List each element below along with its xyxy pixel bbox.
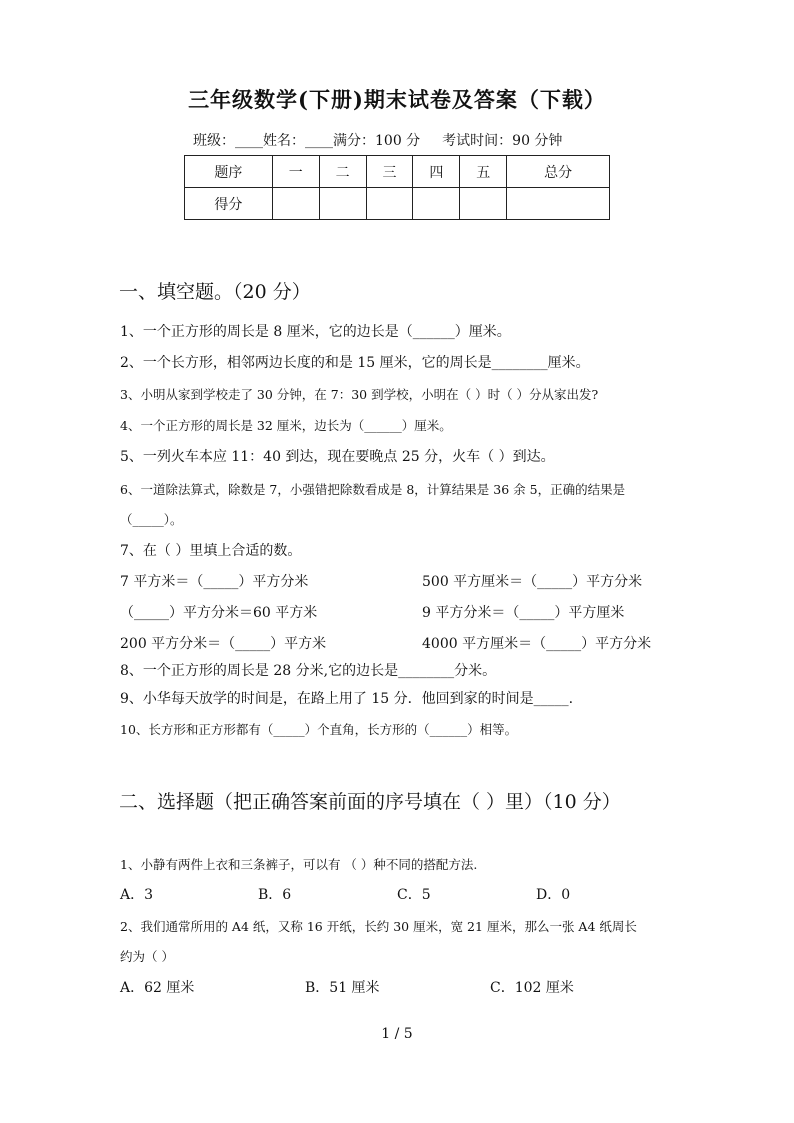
question-1-4: 4、一个正方形的周长是 32 厘米，边长为（______）厘米。: [120, 418, 452, 433]
score-cell: [507, 188, 610, 220]
header-cell: 二: [319, 156, 366, 188]
question-1-10: 10、长方形和正方形都有（_____）个直角，长方形的（______）相等。: [120, 722, 518, 737]
score-cell: [366, 188, 413, 220]
header-cell: 三: [366, 156, 413, 188]
question-1-7e: 200 平方分米＝（_____）平方米: [120, 636, 327, 652]
score-row-label: 得分: [185, 188, 273, 220]
question-2-2-line1: 2、我们通常所用的 A4 纸，又称 16 开纸，长约 30 厘米，宽 21 厘米，那么一张 A4 纸周长: [120, 919, 637, 934]
question-2-1-option-a: A．3: [120, 887, 154, 903]
question-1-7a: 7 平方米＝（_____）平方分米: [120, 574, 309, 590]
score-cell: [460, 188, 507, 220]
question-1-7b: 500 平方厘米＝（_____）平方分米: [422, 574, 643, 590]
question-2-1-option-b: B．6: [258, 887, 292, 903]
page-title: 三年级数学(下册)期末试卷及答案（下载）: [188, 87, 606, 112]
exam-time-label: 考试时间：90 分钟: [442, 133, 563, 149]
question-1-7c: （_____）平方分米＝60 平方米: [120, 605, 318, 621]
question-1-3: 3、小明从家到学校走了 30 分钟，在 7：30 到学校，小明在（ ）时（ ）分从家出发?: [120, 387, 599, 402]
question-1-2: 2、一个长方形，相邻两边长度的和是 15 厘米，它的周长是________厘米。: [120, 355, 590, 371]
score-cell: [272, 188, 319, 220]
question-2-2-line2: 约为（ ）: [120, 949, 174, 964]
question-2-2-option-c: C．102 厘米: [490, 980, 574, 996]
score-table-header-row: [185, 156, 610, 188]
section2-heading: 二、选择题（把正确答案前面的序号填在（ ）里）（10 分）: [119, 791, 621, 813]
question-1-1: 1、一个正方形的周长是 8 厘米，它的边长是（______）厘米。: [120, 324, 511, 340]
question-1-7: 7、在（ ）里填上合适的数。: [120, 543, 302, 559]
header-cell: 题序: [185, 156, 273, 188]
question-1-6-line2: （_____）。: [120, 512, 183, 527]
question-1-7d: 9 平方分米＝（_____）平方厘米: [422, 605, 625, 621]
header-cell: 五: [460, 156, 507, 188]
question-1-8: 8、一个正方形的周长是 28 分米,它的边长是________分米。: [120, 663, 497, 679]
question-2-1-option-c: C．5: [397, 887, 431, 903]
header-cell: 总分: [507, 156, 610, 188]
page-number: 1 / 5: [381, 1026, 413, 1042]
question-2-2-option-b: B．51 厘米: [305, 980, 380, 996]
question-1-5: 5、一列火车本应 11：40 到达，现在要晚点 25 分，火车（ ）到达。: [120, 449, 555, 465]
section1-heading: 一、填空题。（20 分）: [119, 281, 311, 303]
header-cell: 四: [413, 156, 460, 188]
score-table-score-row: [185, 188, 610, 220]
question-1-6-line1: 6、一道除法算式，除数是 7，小强错把除数看成是 8，计算结果是 36 余 5，正确的结果是: [120, 482, 626, 497]
exam-info-line: [193, 130, 562, 150]
question-2-2-option-a: A．62 厘米: [120, 980, 195, 996]
score-table: [184, 155, 610, 220]
question-2-1: 1、小静有两件上衣和三条裤子，可以有 （ ）种不同的搭配方法.: [120, 857, 478, 872]
class-name-score-label: 班级：____姓名：____满分：100 分: [193, 133, 421, 149]
question-1-9: 9、小华每天放学的时间是，在路上用了 15 分．他回到家的时间是_____.: [120, 691, 574, 707]
score-cell: [413, 188, 460, 220]
header-cell: 一: [272, 156, 319, 188]
score-cell: [319, 188, 366, 220]
question-1-7f: 4000 平方厘米＝（_____）平方分米: [422, 636, 652, 652]
question-2-1-option-d: D．0: [536, 887, 571, 903]
